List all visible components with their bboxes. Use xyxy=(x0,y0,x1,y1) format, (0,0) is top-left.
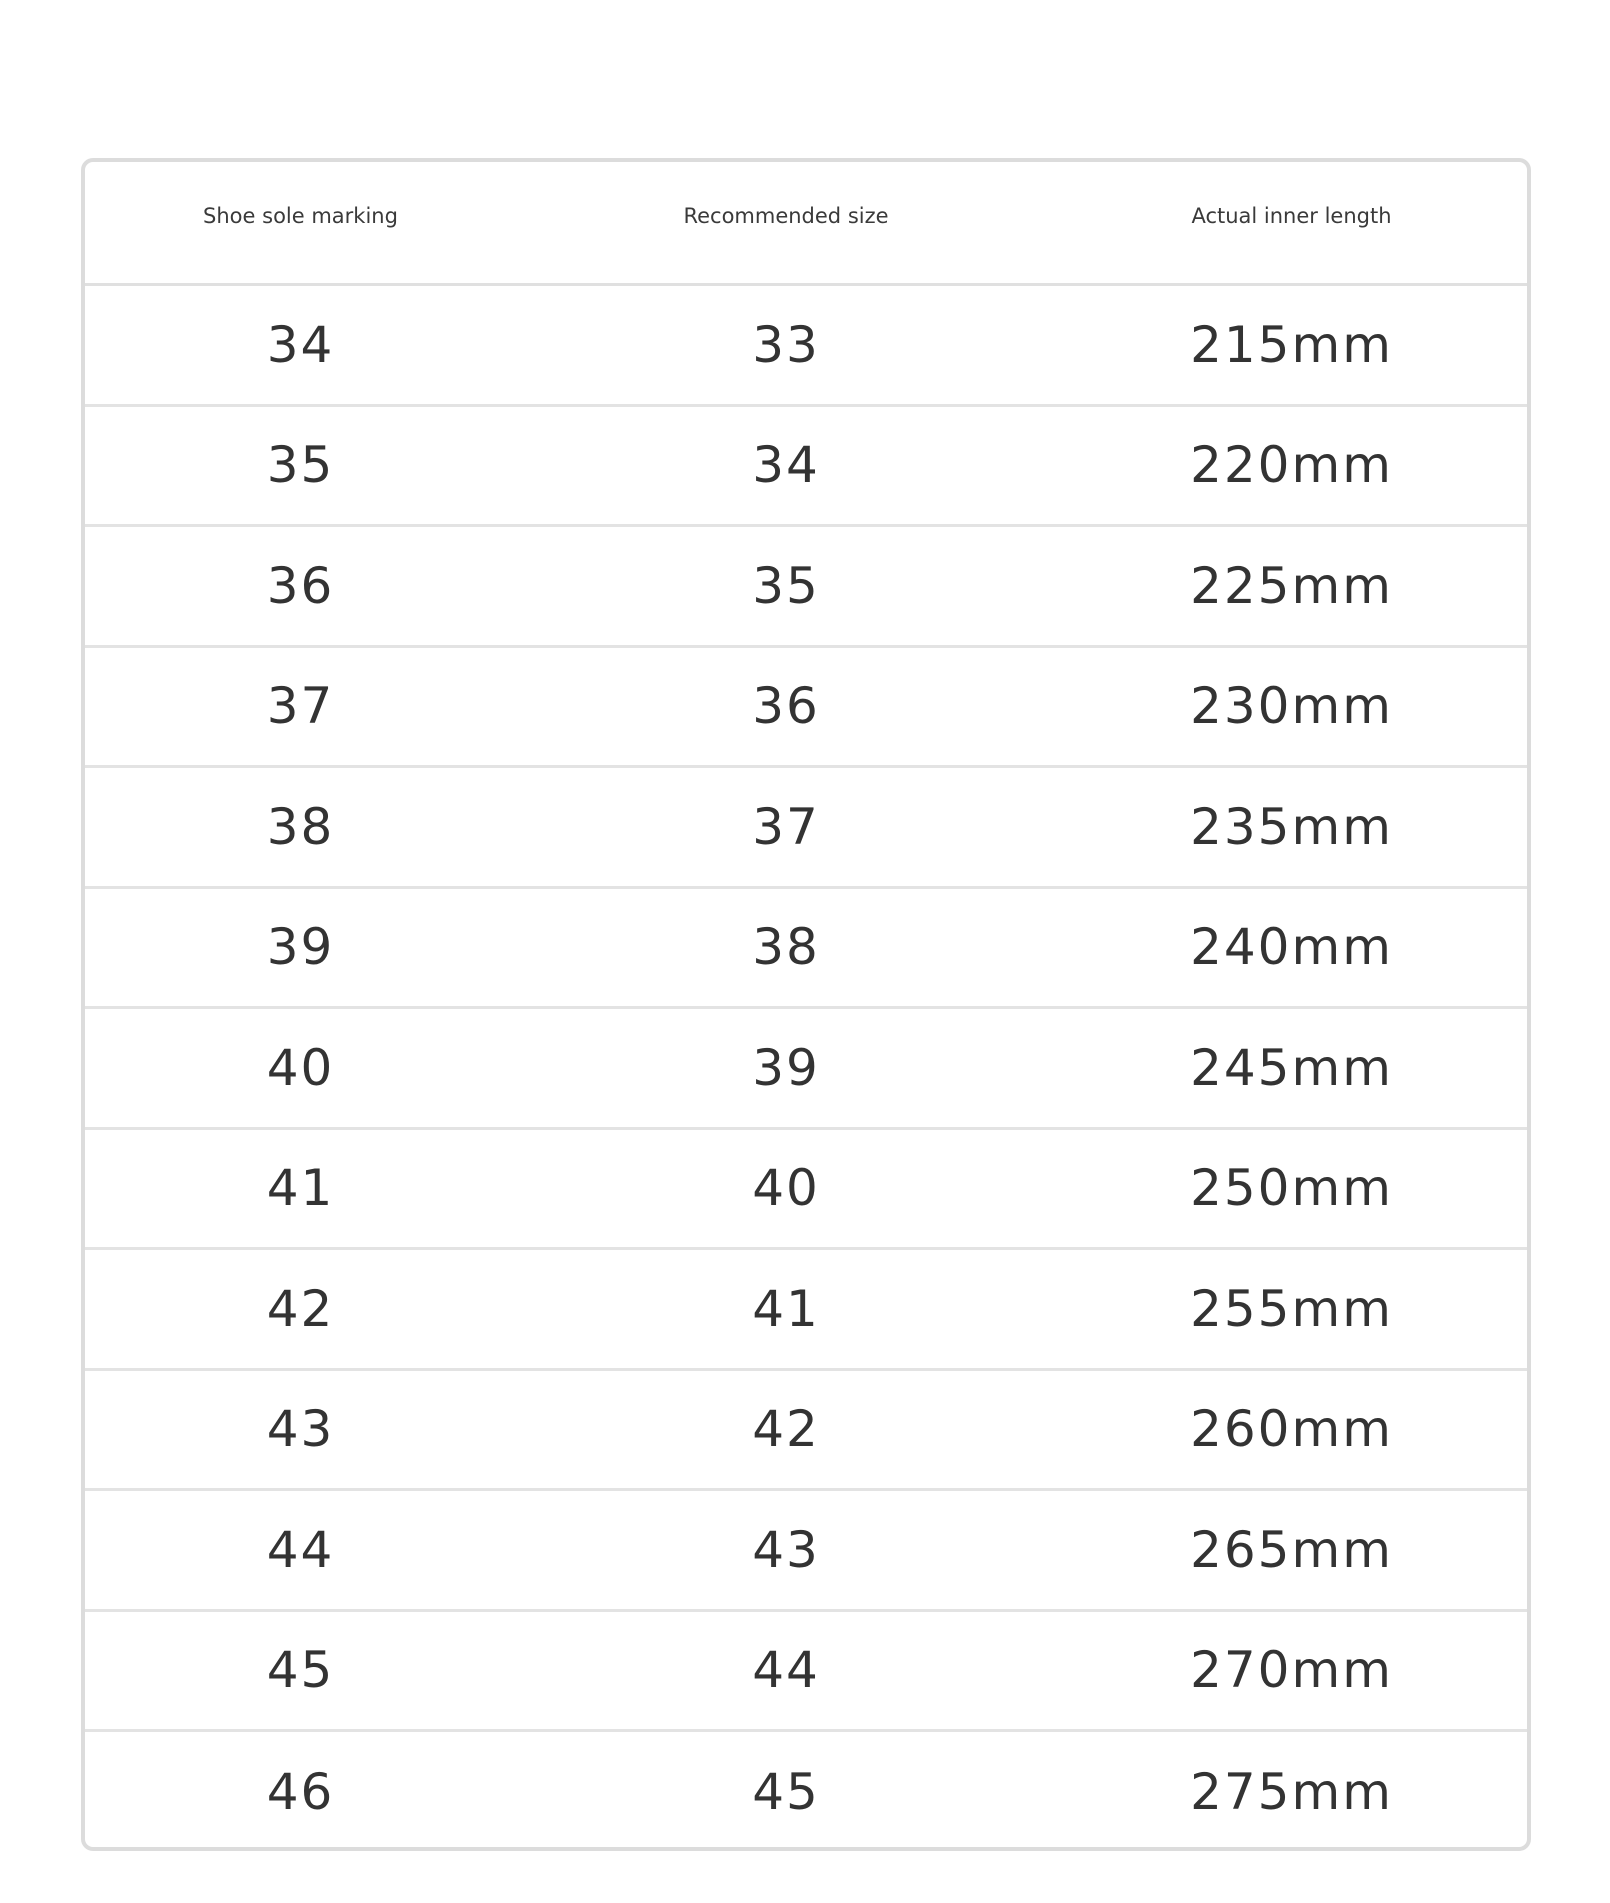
recommended-size-cell: 33 xyxy=(752,315,820,374)
shoe-sole-marking-cell: 38 xyxy=(266,797,335,856)
actual-inner-length-cell: 270mm xyxy=(1190,1641,1393,1700)
actual-inner-length-cell: 235mm xyxy=(1190,797,1393,856)
recommended-size-cell: 38 xyxy=(752,918,820,977)
table-row xyxy=(85,1732,1527,1851)
shoe-sole-marking-cell: 34 xyxy=(266,315,335,374)
table-row xyxy=(85,889,1527,1010)
table-row xyxy=(85,1491,1527,1612)
recommended-size-cell: 41 xyxy=(752,1279,820,1338)
header-recommended-size: Recommended size xyxy=(683,204,889,228)
recommended-size-cell: 37 xyxy=(752,797,820,856)
actual-inner-length-cell: 260mm xyxy=(1190,1400,1393,1459)
shoe-sole-marking-cell: 43 xyxy=(266,1400,335,1459)
shoe-sole-marking-cell: 37 xyxy=(266,677,335,736)
actual-inner-length-cell: 215mm xyxy=(1190,315,1393,374)
actual-inner-length-cell: 255mm xyxy=(1190,1279,1393,1338)
table-header xyxy=(85,162,1527,286)
shoe-sole-marking-cell: 35 xyxy=(266,436,335,495)
recommended-size-cell: 43 xyxy=(752,1520,820,1579)
table-row xyxy=(85,1009,1527,1130)
actual-inner-length-cell: 265mm xyxy=(1190,1520,1393,1579)
table-row xyxy=(85,1612,1527,1733)
table-row xyxy=(85,768,1527,889)
table-row xyxy=(85,286,1527,407)
shoe-sole-marking-cell: 39 xyxy=(266,918,335,977)
actual-inner-length-cell: 250mm xyxy=(1190,1159,1393,1218)
actual-inner-length-cell: 240mm xyxy=(1190,918,1393,977)
table-row xyxy=(85,1371,1527,1492)
header-shoe-sole-marking: Shoe sole marking xyxy=(203,204,398,228)
actual-inner-length-cell: 225mm xyxy=(1190,556,1393,615)
table-row xyxy=(85,1130,1527,1251)
size-chart-table xyxy=(81,158,1531,1851)
shoe-sole-marking-cell: 42 xyxy=(266,1279,335,1338)
recommended-size-cell: 40 xyxy=(752,1159,820,1218)
header-actual-inner-length: Actual inner length xyxy=(1191,204,1392,228)
recommended-size-cell: 44 xyxy=(752,1641,820,1700)
actual-inner-length-cell: 220mm xyxy=(1190,436,1393,495)
shoe-sole-marking-cell: 36 xyxy=(266,556,335,615)
table-row xyxy=(85,648,1527,769)
shoe-sole-marking-cell: 41 xyxy=(266,1159,335,1218)
table-row xyxy=(85,527,1527,648)
actual-inner-length-cell: 275mm xyxy=(1190,1763,1393,1822)
recommended-size-cell: 45 xyxy=(752,1763,820,1822)
shoe-sole-marking-cell: 40 xyxy=(266,1038,335,1097)
shoe-sole-marking-cell: 45 xyxy=(266,1641,335,1700)
recommended-size-cell: 42 xyxy=(752,1400,820,1459)
table-body xyxy=(85,286,1527,1851)
shoe-sole-marking-cell: 44 xyxy=(266,1520,335,1579)
shoe-sole-marking-cell: 46 xyxy=(266,1763,335,1822)
recommended-size-cell: 35 xyxy=(752,556,820,615)
recommended-size-cell: 39 xyxy=(752,1038,820,1097)
recommended-size-cell: 34 xyxy=(752,436,820,495)
table-row xyxy=(85,407,1527,528)
table-row xyxy=(85,1250,1527,1371)
actual-inner-length-cell: 230mm xyxy=(1190,677,1393,736)
recommended-size-cell: 36 xyxy=(752,677,820,736)
actual-inner-length-cell: 245mm xyxy=(1190,1038,1393,1097)
